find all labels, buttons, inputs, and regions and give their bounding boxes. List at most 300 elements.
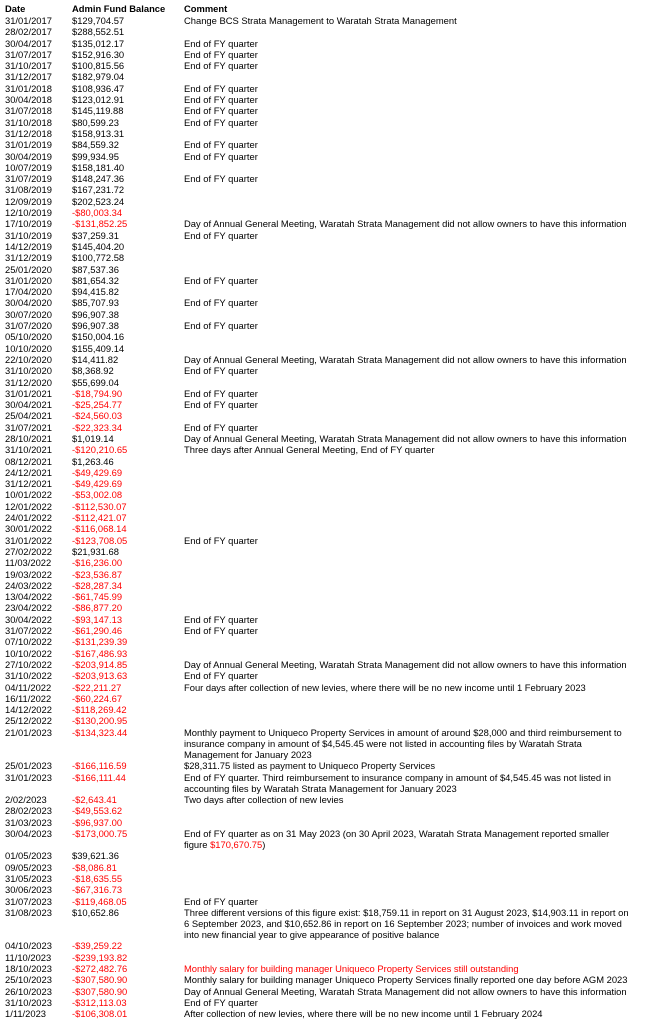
row-date: 31/10/2020	[5, 365, 52, 377]
row-date: 07/10/2022	[5, 636, 52, 648]
row-date: 31/01/2019	[5, 139, 52, 151]
row-comment	[184, 873, 634, 884]
table-row	[5, 83, 646, 94]
row-balance: $99,934.95	[72, 150, 119, 162]
row-comment	[184, 602, 634, 613]
row-comment	[184, 456, 634, 467]
row-comment	[184, 715, 634, 726]
row-balance: $81,654.32	[72, 274, 119, 286]
row-comment: End of FY quarter	[184, 625, 258, 637]
table-row	[5, 196, 646, 207]
row-balance: -$120,210.65	[72, 444, 128, 456]
row-comment: End of FY quarter	[184, 320, 258, 332]
row-balance: -$49,429.69	[72, 466, 123, 478]
table-row	[5, 805, 646, 816]
row-balance: $96,907.38	[72, 320, 119, 332]
row-balance: $129,704.57	[72, 15, 125, 26]
row-balance: -$112,421.07	[72, 512, 127, 524]
row-balance: $152,916.30	[72, 48, 125, 60]
table-row	[5, 275, 646, 286]
row-date: 31/10/2021	[5, 444, 52, 456]
row-date: 24/03/2022	[5, 579, 52, 591]
row-comment: End of FY quarter. Third reimbursement to insurance company in amount of $4,545.45 was not listed in accounting files by Waratah Strata Management for January 2023	[184, 771, 614, 794]
row-date: 31/07/2020	[5, 320, 52, 332]
row-balance: -$67,316.73	[72, 884, 123, 896]
table-row	[5, 873, 646, 884]
row-date: 04/11/2022	[5, 681, 52, 693]
row-date: 31/01/2022	[5, 534, 52, 546]
row-comment	[184, 377, 634, 388]
row-date: 30/04/2018	[5, 94, 52, 106]
row-comment: End of FY quarter	[184, 297, 258, 309]
row-comment: End of FY quarter	[184, 48, 258, 60]
row-balance: -$49,429.69	[72, 478, 123, 490]
row-balance: -$312,113.03	[72, 996, 127, 1008]
table-row	[5, 862, 646, 873]
table-row	[5, 907, 646, 941]
table-row	[5, 817, 646, 828]
row-comment: End of FY quarter	[184, 82, 258, 94]
row-date: 10/07/2019	[5, 161, 52, 173]
row-date: 12/09/2019	[5, 195, 52, 207]
row-date: 24/01/2022	[5, 512, 52, 524]
row-balance: -$22,211.27	[72, 681, 122, 693]
row-date: 31/12/2019	[5, 252, 52, 264]
row-date: 30/04/2021	[5, 399, 52, 411]
table-row	[5, 501, 646, 512]
table-row	[5, 309, 646, 320]
row-balance: -$22,323.34	[72, 421, 123, 433]
row-comment: End of FY quarter	[184, 387, 258, 399]
row-comment	[184, 805, 634, 816]
row-comment: End of FY quarter	[184, 60, 258, 72]
row-date: 11/10/2023	[5, 951, 52, 963]
row-balance: $135,012.17	[72, 37, 125, 49]
row-comment: End of FY quarter	[184, 534, 258, 546]
table-row	[5, 139, 646, 150]
row-date: 31/07/2023	[5, 895, 52, 907]
row-comment: End of FY quarter	[184, 421, 258, 433]
row-comment	[184, 828, 634, 850]
row-balance: -$116,068.14	[72, 523, 127, 535]
row-comment	[184, 512, 634, 523]
row-date: 31/10/2017	[5, 60, 52, 72]
row-date: 31/10/2022	[5, 670, 52, 682]
row-comment: Day of Annual General Meeting, Waratah Strata Management did not allow owners to have this information	[184, 218, 627, 230]
table-row	[5, 105, 646, 116]
row-comment	[184, 591, 634, 602]
row-date: 10/10/2022	[5, 647, 52, 659]
table-row	[5, 794, 646, 805]
row-comment: End of FY quarter	[184, 613, 258, 625]
row-date: 31/10/2018	[5, 116, 52, 128]
table-row	[5, 591, 646, 602]
table-row	[5, 173, 646, 184]
row-comment	[184, 523, 634, 534]
row-date: 17/04/2020	[5, 286, 52, 298]
row-comment-text: End of FY quarter as on 31 May 2023 (on 30 April 2023, Waratah Strata Management reported smaller figure	[184, 827, 612, 851]
table-row	[5, 94, 646, 105]
row-date: 09/05/2023	[5, 861, 52, 873]
table-row	[5, 377, 646, 388]
row-comment	[184, 478, 634, 489]
row-date: 30/04/2020	[5, 297, 52, 309]
table-row	[5, 940, 646, 951]
row-date: 14/12/2019	[5, 240, 52, 252]
table-row	[5, 162, 646, 173]
table-row	[5, 71, 646, 82]
row-balance: -$53,002.08	[72, 489, 123, 501]
row-balance: -$49,553.62	[72, 805, 123, 817]
table-row	[5, 682, 646, 693]
row-date: 30/06/2023	[5, 884, 52, 896]
row-date: 31/12/2018	[5, 127, 52, 139]
row-balance: -$118,269.42	[72, 704, 127, 716]
table-row	[5, 388, 646, 399]
row-date: 31/01/2018	[5, 82, 52, 94]
row-date: 1/11/2023	[5, 1008, 47, 1019]
row-balance: -$18,635.55	[72, 872, 123, 884]
row-balance: $37,259.31	[72, 229, 119, 241]
row-balance: -$96,937.00	[72, 816, 123, 828]
row-balance: $167,231.72	[72, 184, 125, 196]
row-balance: -$39,259.22	[72, 940, 123, 952]
table-row	[5, 557, 646, 568]
row-date: 30/01/2022	[5, 523, 52, 535]
row-balance: $158,181.40	[72, 161, 125, 173]
table-row	[5, 569, 646, 580]
table-row	[5, 60, 646, 71]
row-date: 31/08/2023	[5, 906, 52, 918]
row-balance: -$131,852.25	[72, 218, 128, 230]
row-balance: $100,772.58	[72, 252, 125, 264]
row-comment: After collection of new levies, where there will be no new income until 1 February 2024	[184, 1008, 543, 1019]
row-date: 28/02/2023	[5, 805, 52, 817]
row-date: 31/07/2019	[5, 173, 52, 185]
row-date: 27/10/2022	[5, 658, 52, 670]
row-comment	[184, 184, 634, 195]
row-comment: End of FY quarter	[184, 399, 258, 411]
row-balance: $96,907.38	[72, 308, 119, 320]
row-comment	[184, 862, 634, 873]
row-balance: -$61,290.46	[72, 625, 123, 637]
row-date: 31/12/2017	[5, 71, 52, 83]
table-row	[5, 207, 646, 218]
row-balance: -$80,003.34	[72, 207, 123, 219]
row-date: 10/10/2020	[5, 342, 52, 354]
row-balance: $202,523.24	[72, 195, 125, 207]
row-date: 25/01/2020	[5, 263, 52, 275]
row-date: 27/02/2022	[5, 545, 52, 557]
row-date: 31/10/2023	[5, 996, 52, 1008]
table-row	[5, 399, 646, 410]
row-comment	[184, 817, 634, 828]
row-date: 21/01/2023	[5, 726, 52, 738]
row-comment: End of FY quarter	[184, 274, 258, 286]
table-body	[5, 15, 646, 1019]
row-balance: $108,936.47	[72, 82, 125, 94]
row-date: 17/10/2019	[5, 218, 52, 230]
row-balance: $145,119.88	[72, 105, 124, 117]
row-balance: -$131,239.39	[72, 636, 128, 648]
row-date: 19/03/2022	[5, 568, 52, 580]
table-row	[5, 343, 646, 354]
row-balance: $155,409.14	[72, 342, 125, 354]
row-date: 14/12/2022	[5, 704, 52, 716]
table-row	[5, 614, 646, 625]
row-date: 31/05/2023	[5, 872, 52, 884]
row-balance: -$2,643.41	[72, 794, 117, 806]
table-row	[5, 422, 646, 433]
row-comment: Monthly salary for building manager Uniqueco Property Services finally reported one day before AGM 2023	[184, 974, 628, 986]
row-balance: $94,415.82	[72, 286, 119, 298]
row-comment	[184, 343, 634, 354]
row-date: 31/08/2019	[5, 184, 52, 196]
row-date: 10/01/2022	[5, 489, 52, 501]
table-row	[5, 354, 646, 365]
row-date: 05/10/2020	[5, 331, 52, 343]
row-date: 31/10/2019	[5, 229, 52, 241]
table-row	[5, 26, 646, 37]
row-date: 30/04/2022	[5, 613, 52, 625]
row-comment	[184, 128, 634, 139]
row-balance: -$106,308.01	[72, 1008, 128, 1019]
row-date: 18/10/2023	[5, 963, 52, 974]
row-comment: Four days after collection of new levies, where there will be no new income until 1 February 2023	[184, 681, 586, 693]
row-balance: -$173,000.75	[72, 827, 128, 839]
row-comment: Three days after Annual General Meeting, End of FY quarter	[184, 444, 435, 456]
table-row	[5, 252, 646, 263]
row-comment	[184, 207, 634, 218]
row-comment: End of FY quarter	[184, 229, 258, 241]
row-balance: -$93,147.13	[72, 613, 123, 625]
table-row	[5, 365, 646, 376]
row-date: 31/07/2018	[5, 105, 52, 117]
row-balance: $21,931.68	[72, 545, 119, 557]
row-date: 25/12/2022	[5, 715, 52, 727]
row-comment: End of FY quarter	[184, 116, 258, 128]
row-date: 31/03/2023	[5, 816, 52, 828]
row-balance: $182,979.04	[72, 71, 125, 83]
table-row	[5, 128, 646, 139]
row-date: 16/11/2022	[5, 692, 52, 704]
table-row	[5, 151, 646, 162]
table-row	[5, 997, 646, 1008]
table-row	[5, 974, 646, 985]
row-comment	[184, 331, 634, 342]
row-balance: $158,913.31	[72, 127, 125, 139]
row-comment	[184, 196, 634, 207]
row-balance: -$8,086.81	[72, 861, 117, 873]
row-balance: -$203,914.85	[72, 658, 128, 670]
row-balance: -$272,482.76	[72, 963, 128, 974]
row-balance: $84,559.32	[72, 139, 119, 151]
row-date: 13/04/2022	[5, 591, 52, 603]
table-row	[5, 456, 646, 467]
table-row	[5, 670, 646, 681]
row-comment: Three different versions of this figure exist: $18,759.11 in report on 31 August 2023, $14,903.11 in report on 6 September 2023, and $10,652.86 in report on 16 September 2023; number of invoices and work moved into new financial year to give appearance of positive balance	[184, 906, 632, 941]
row-comment	[184, 467, 634, 478]
table-row	[5, 444, 646, 455]
row-balance: -$134,323.44	[72, 726, 128, 738]
row-comment: $28,311.75 listed as payment to Uniqueco Property Services	[184, 760, 436, 772]
table-row	[5, 850, 646, 861]
row-date: 31/01/2020	[5, 274, 52, 286]
row-comment-highlight: $170,670.75	[210, 839, 263, 851]
row-comment: Monthly payment to Uniqueco Property Services in amount of around $28,000 and third reimbursement to insurance company in amount of $4,545.45 were not listed in accounting files by Waratah Strata Management for January 2023	[184, 726, 625, 761]
table-row	[5, 580, 646, 591]
row-date: 31/07/2017	[5, 48, 52, 60]
table-row	[5, 727, 646, 761]
table-row	[5, 986, 646, 997]
row-balance: -$166,111.44	[72, 771, 126, 783]
row-date: 12/01/2022	[5, 500, 52, 512]
table-row	[5, 410, 646, 421]
row-comment: End of FY quarter	[184, 105, 258, 117]
table-row	[5, 602, 646, 613]
row-balance: -$86,877.20	[72, 602, 123, 614]
table-row	[5, 963, 646, 974]
row-comment: End of FY quarter	[184, 94, 258, 106]
row-comment	[184, 264, 634, 275]
row-comment	[184, 704, 634, 715]
row-comment: Change BCS Strata Management to Waratah Strata Management	[184, 15, 457, 26]
row-comment: End of FY quarter	[184, 173, 258, 185]
table-row	[5, 218, 646, 229]
row-comment	[184, 940, 634, 951]
row-balance: -$112,530.07	[72, 500, 127, 512]
table-row	[5, 230, 646, 241]
table-row	[5, 659, 646, 670]
table-row	[5, 286, 646, 297]
row-balance: -$167,486.93	[72, 647, 128, 659]
row-date: 12/10/2019	[5, 207, 52, 219]
table-row	[5, 523, 646, 534]
row-comment-tail: )	[262, 839, 266, 851]
table-row	[5, 433, 646, 444]
row-date: 31/01/2017	[5, 15, 52, 26]
row-balance: $80,599.23	[72, 116, 119, 128]
row-comment: End of FY quarter	[184, 150, 258, 162]
header-balance: Admin Fund Balance	[72, 3, 166, 14]
row-balance: $100,815.56	[72, 60, 125, 72]
row-balance: $39,621.36	[72, 850, 119, 862]
table-row	[5, 704, 646, 715]
row-date: 31/01/2023	[5, 771, 52, 783]
row-date: 25/10/2023	[5, 974, 52, 986]
row-date: 28/02/2017	[5, 26, 52, 38]
table-row	[5, 546, 646, 557]
row-comment: End of FY quarter	[184, 37, 258, 49]
row-date: 31/12/2021	[5, 478, 52, 490]
table-row	[5, 772, 646, 794]
table-row	[5, 693, 646, 704]
row-comment: Day of Annual General Meeting, Waratah Strata Management did not allow owners to have this information	[184, 432, 627, 444]
table-row	[5, 760, 646, 771]
row-comment: Day of Annual General Meeting, Waratah Strata Management did not allow owners to have this information	[184, 985, 627, 997]
table-row	[5, 297, 646, 308]
row-balance: $8,368.92	[72, 365, 114, 377]
table-row	[5, 884, 646, 895]
row-comment: End of FY quarter	[184, 670, 258, 682]
row-date: 22/10/2020	[5, 353, 52, 365]
table-row	[5, 467, 646, 478]
row-date: 08/12/2021	[5, 455, 52, 467]
row-balance: $10,652.86	[72, 906, 119, 918]
row-comment: Two days after collection of new levies	[184, 794, 344, 806]
row-date: 31/07/2021	[5, 421, 52, 433]
row-comment: End of FY quarter	[184, 365, 258, 377]
row-balance: -$16,236.00	[72, 557, 123, 569]
row-date: 25/01/2023	[5, 760, 52, 772]
row-comment	[184, 952, 634, 963]
row-comment	[184, 241, 634, 252]
row-balance: $55,699.04	[72, 376, 119, 388]
table-row	[5, 184, 646, 195]
row-date: 31/01/2021	[5, 387, 52, 399]
row-balance: $14,411.82	[72, 353, 119, 365]
table-row	[5, 535, 646, 546]
header-date: Date	[5, 3, 26, 14]
table-row	[5, 952, 646, 963]
table-row	[5, 320, 646, 331]
row-comment	[184, 309, 634, 320]
row-balance: $87,537.36	[72, 263, 119, 275]
table-row	[5, 331, 646, 342]
row-comment	[184, 884, 634, 895]
row-comment	[184, 286, 634, 297]
row-comment	[184, 636, 634, 647]
row-balance: -$130,200.95	[72, 715, 128, 727]
row-comment	[184, 410, 634, 421]
row-date: 28/10/2021	[5, 432, 52, 444]
row-comment: Day of Annual General Meeting, Waratah Strata Management did not allow owners to have this information	[184, 353, 627, 365]
row-date: 2/02/2023	[5, 794, 47, 806]
row-comment	[184, 546, 634, 557]
table-row	[5, 38, 646, 49]
row-comment: End of FY quarter	[184, 895, 258, 907]
row-comment: Day of Annual General Meeting, Waratah Strata Management did not allow owners to have this information	[184, 658, 627, 670]
row-balance: -$61,745.99	[72, 591, 123, 603]
row-balance: -$60,224.67	[72, 692, 123, 704]
row-balance: -$307,580.90	[72, 985, 128, 997]
row-date: 26/10/2023	[5, 985, 52, 997]
row-balance: $145,404.20	[72, 240, 125, 252]
table-header	[5, 3, 646, 15]
row-date: 23/04/2022	[5, 602, 52, 614]
table-row	[5, 117, 646, 128]
row-balance: -$119,468.05	[72, 895, 127, 907]
table-row	[5, 264, 646, 275]
header-comment: Comment	[184, 3, 228, 14]
row-balance: -$307,580.90	[72, 974, 128, 986]
row-comment	[184, 252, 634, 263]
table-row	[5, 636, 646, 647]
row-date: 24/12/2021	[5, 466, 52, 478]
row-balance: $148,247.36	[72, 173, 125, 185]
row-date: 30/04/2017	[5, 37, 52, 49]
row-date: 31/07/2022	[5, 625, 52, 637]
row-comment	[184, 580, 634, 591]
row-comment	[184, 501, 634, 512]
row-date: 30/04/2023	[5, 827, 52, 839]
table-row	[5, 489, 646, 500]
row-balance: -$203,913.63	[72, 670, 128, 682]
row-date: 30/04/2019	[5, 150, 52, 162]
row-comment: End of FY quarter	[184, 996, 258, 1008]
row-date: 01/05/2023	[5, 850, 52, 862]
table-row	[5, 625, 646, 636]
